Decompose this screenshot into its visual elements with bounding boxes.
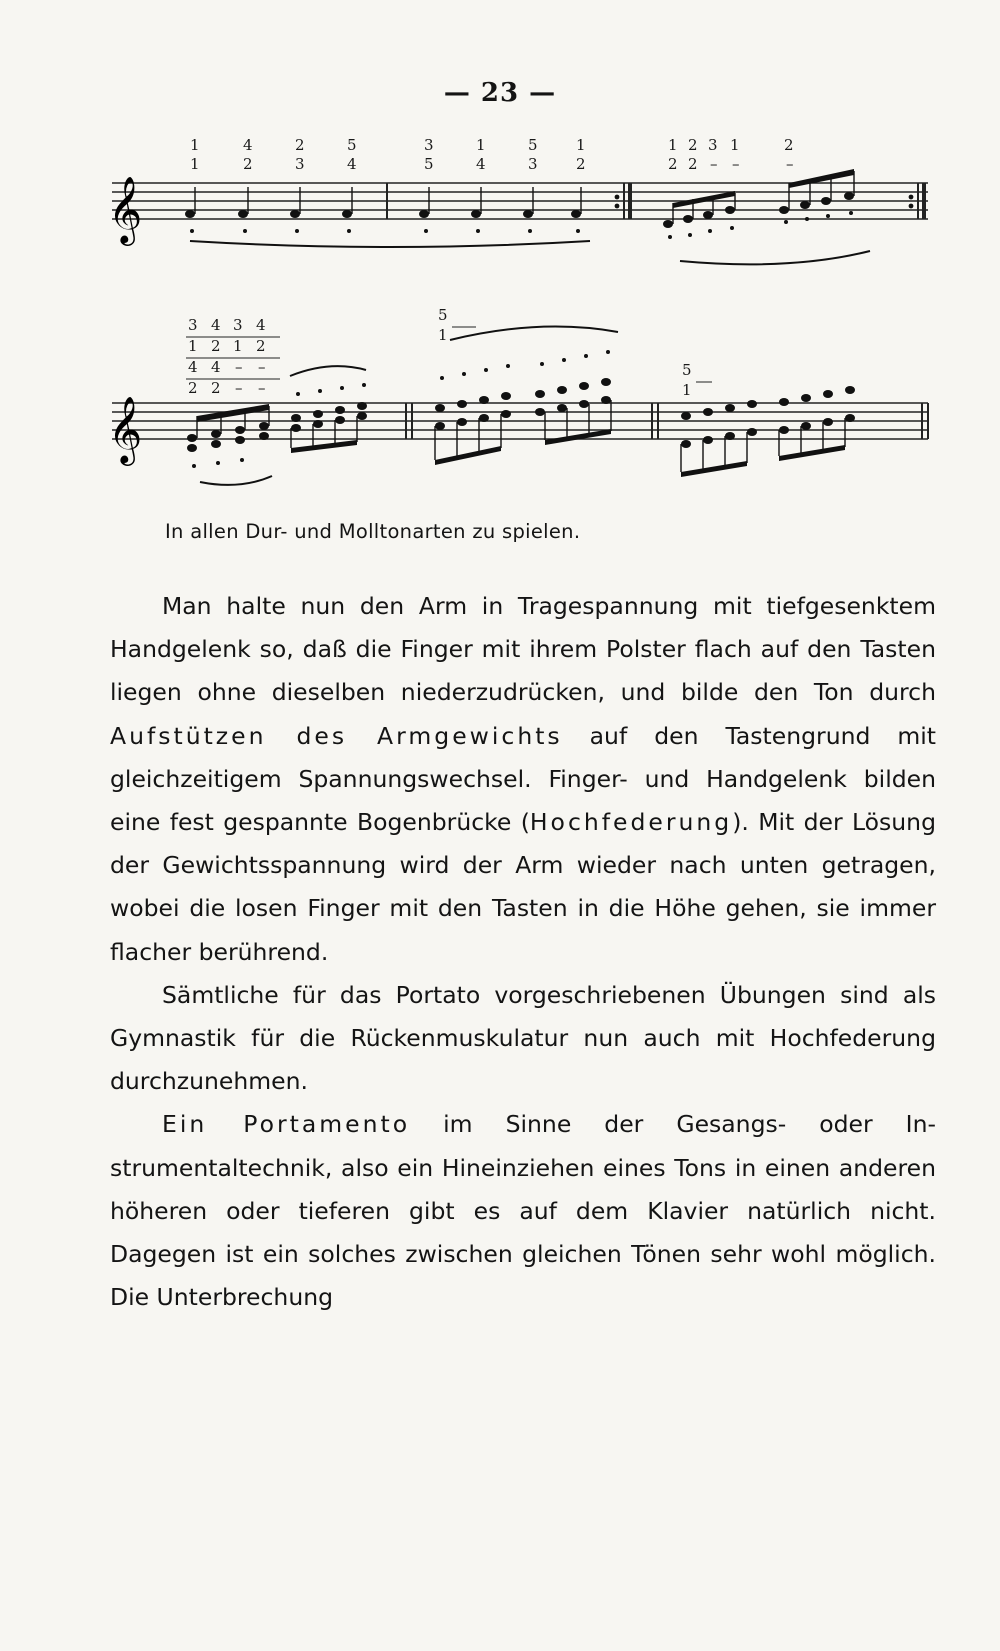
fingering: 2 — [688, 136, 698, 154]
fingering: 3 — [233, 316, 243, 334]
note — [779, 398, 789, 406]
emphasized-text: Aufstützen des Armgewichts — [110, 721, 563, 750]
fingering: 2 — [211, 379, 221, 397]
emphasized-text: Ein Portamento — [162, 1110, 411, 1139]
note — [725, 404, 735, 412]
fingering: – — [235, 358, 243, 376]
fingering: 3 — [188, 316, 198, 334]
treble-clef-icon: 𝄞 — [108, 175, 143, 243]
note — [523, 210, 533, 218]
note — [725, 206, 735, 214]
fingering: 2 — [295, 136, 305, 154]
note — [259, 422, 269, 430]
text-run: auf den Tastengrund mit gleichzeitigem Spannungswechsel. Finger- und Handgelenk bilden eine fest gespannte Bogenbrücke ( — [110, 721, 937, 837]
fingering: 4 — [476, 155, 486, 173]
note — [290, 210, 300, 218]
note — [579, 382, 589, 390]
fingering: 2 — [784, 136, 794, 154]
note — [435, 404, 445, 412]
note — [703, 436, 713, 444]
note — [845, 386, 855, 394]
note — [601, 378, 611, 386]
note — [419, 210, 429, 218]
note — [357, 402, 367, 410]
fingering: 5 — [347, 136, 357, 154]
note — [335, 416, 345, 424]
fingering: 2 — [688, 155, 698, 173]
fingering: 5 — [528, 136, 538, 154]
paragraph — [110, 1103, 936, 1319]
text-run: im Sinne der Gesangs- oder Instrumentaltechnik, also ein Hineinziehen eines Tons in einen anderen höheren oder tieferen gibt es auf dem Klavier natürlich nicht. Dagegen ist ein solches zwischen gleichen Tönen sehr wohl möglich. Die Unterbrechung — [110, 1110, 936, 1312]
fingering: – — [732, 155, 740, 173]
note — [471, 210, 481, 218]
slur — [190, 241, 590, 247]
fingering: 1 — [668, 136, 678, 154]
fingering: 4 — [256, 316, 266, 334]
note — [479, 414, 489, 422]
note — [211, 430, 221, 438]
fingering: – — [786, 155, 794, 173]
note — [845, 414, 855, 422]
note — [335, 406, 345, 414]
slur — [680, 251, 870, 264]
fingering: 1 — [190, 155, 200, 173]
fingering: 1 — [190, 136, 200, 154]
slur — [200, 476, 272, 485]
fingering: 3 — [528, 155, 538, 173]
exercise-caption: In allen Dur- und Molltonarten zu spielen. — [165, 520, 581, 543]
music-system-1 — [0, 125, 1000, 285]
slur — [290, 366, 366, 376]
note — [779, 206, 789, 214]
note — [821, 197, 831, 205]
note — [725, 432, 735, 440]
note — [683, 215, 693, 223]
note — [342, 210, 352, 218]
fingering: 5 — [682, 361, 692, 379]
fingering: 2 — [668, 155, 678, 173]
note — [313, 420, 323, 428]
emphasized-text: Hochfederung — [529, 808, 733, 837]
note — [211, 440, 221, 448]
note — [185, 210, 195, 218]
note — [313, 410, 323, 418]
fingering: 1 — [730, 136, 740, 154]
fingering: 2 — [576, 155, 586, 173]
fingering: – — [235, 379, 243, 397]
note — [601, 396, 611, 404]
note — [457, 418, 467, 426]
note — [703, 211, 713, 219]
note — [801, 422, 811, 430]
note — [235, 426, 245, 434]
staff-1-svg — [0, 125, 1000, 285]
note — [535, 408, 545, 416]
note — [479, 396, 489, 404]
fingering: 4 — [211, 358, 221, 376]
note — [187, 434, 197, 442]
note — [681, 412, 691, 420]
fingering: – — [710, 155, 718, 173]
note — [357, 412, 367, 420]
fingering: – — [258, 358, 266, 376]
note — [823, 418, 833, 426]
fingering: 3 — [424, 136, 434, 154]
staff-2-svg — [0, 300, 1000, 505]
fingering: 2 — [211, 337, 221, 355]
fingering: 1 — [682, 381, 692, 399]
note — [501, 392, 511, 400]
fingering: 5 — [438, 306, 448, 324]
fingering: – — [258, 379, 266, 397]
fingering: 3 — [295, 155, 305, 173]
note — [844, 192, 854, 200]
page-number: — 23 — — [443, 78, 557, 108]
note — [291, 414, 301, 422]
note — [435, 422, 445, 430]
note — [557, 404, 567, 412]
paragraph — [110, 585, 936, 974]
fingering: 4 — [243, 136, 253, 154]
text-run: Man halte nun den Arm in Tragespannung mit tiefgesenktem Handgelenk so, daß die Finger mit ihrem Polster flach auf den Tasten liegen ohne dieselben niederzudrücken, und bilde den Ton durch — [110, 592, 936, 707]
note — [187, 444, 197, 452]
treble-clef-icon: 𝄞 — [108, 395, 143, 463]
fingering: 1 — [438, 326, 448, 344]
note — [747, 428, 757, 436]
note — [571, 210, 581, 218]
note — [535, 390, 545, 398]
note — [823, 390, 833, 398]
note — [681, 440, 691, 448]
text-run: ). Mit der Lösung der Gewichtsspannung wird der Arm wieder nach unten getragen, wobei die losen Finger mit den Tasten in die Höhe gehen, sie immer flacher berührend. — [110, 808, 936, 966]
fingering: 2 — [256, 337, 266, 355]
note — [238, 210, 248, 218]
fingering: 4 — [347, 155, 357, 173]
fingering: 1 — [576, 136, 586, 154]
note — [703, 408, 713, 416]
fingering: 1 — [233, 337, 243, 355]
note — [579, 400, 589, 408]
note — [557, 386, 567, 394]
body-text — [110, 585, 936, 1319]
note — [259, 432, 269, 440]
note — [779, 426, 789, 434]
music-system-2 — [0, 300, 1000, 505]
fingering: 4 — [188, 358, 198, 376]
note — [457, 400, 467, 408]
note — [235, 436, 245, 444]
fingering: 2 — [188, 379, 198, 397]
note — [663, 220, 673, 228]
paragraph: Sämtliche für das Portato vorgeschriebenen Übungen sind als Gymnastik für die Rückenmuskulatur nun auch mit Hochfederung durchzunehmen. — [110, 980, 936, 1096]
note — [801, 394, 811, 402]
fingering: 5 — [424, 155, 434, 173]
fingering: 1 — [188, 337, 198, 355]
fingering: 2 — [243, 155, 253, 173]
note — [291, 424, 301, 432]
fingering: 4 — [211, 316, 221, 334]
note — [501, 410, 511, 418]
fingering: 1 — [476, 136, 486, 154]
note — [747, 400, 757, 408]
slur — [450, 327, 618, 340]
fingering: 3 — [708, 136, 718, 154]
note — [800, 201, 810, 209]
